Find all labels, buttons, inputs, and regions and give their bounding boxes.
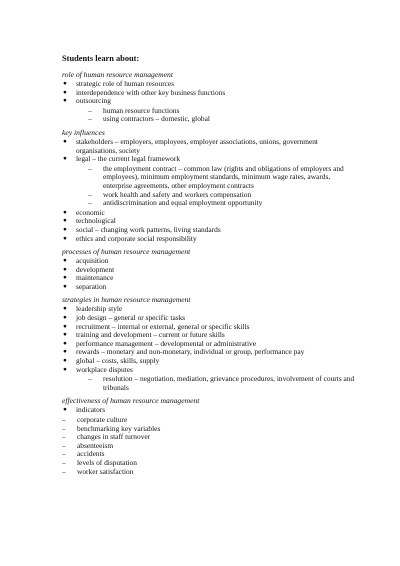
bullet-icon: ● <box>63 331 67 339</box>
list-item <box>62 274 360 283</box>
page-heading: Students learn about: <box>62 54 140 63</box>
syllabus-content <box>62 70 360 476</box>
list-item-text: global – costs, skills, supply <box>76 356 160 366</box>
list-item-text: maintenance <box>76 273 114 283</box>
sub-list-item-text: levels of disputation <box>77 457 137 467</box>
bullet-icon: ● <box>63 97 67 105</box>
bullet-icon: ● <box>63 348 67 356</box>
dash-icon: – <box>88 198 92 208</box>
list-item-text: workplace disputes <box>76 364 133 374</box>
sub-list-item-text: accidents <box>77 449 105 459</box>
sub-list-item-text: resolution – negotiation, mediation, grievance procedures, involvement of courts and tribunals <box>103 374 355 392</box>
sub-list-item <box>88 375 360 392</box>
list-item-text: outsourcing <box>76 96 111 106</box>
list-item-text: social – changing work patterns, living standards <box>76 224 221 234</box>
section-title: key influences <box>62 127 105 137</box>
sub-list-item-text: the employment contract – common law (rights and obligations of employers and employees), minimum employment standards, minimum wage rates, awards, enterprise agreements, other employment contracts <box>103 163 344 190</box>
list-item-text: recruitment – internal or external, general or specific skills <box>76 321 250 331</box>
bullet-icon: ● <box>63 225 67 233</box>
list-item-text: performance management – developmental or administrative <box>76 338 256 348</box>
sub-list-item <box>62 468 360 477</box>
sub-list-item-text: antidiscrimination and equal employment opportunity <box>103 198 263 208</box>
list-item-text: separation <box>76 281 107 291</box>
bullet-list <box>62 138 360 243</box>
bullet-icon: ● <box>63 80 67 87</box>
bullet-icon: ● <box>63 282 67 290</box>
section <box>62 70 360 124</box>
section <box>62 247 360 291</box>
sub-list-item-text: corporate culture <box>77 415 128 424</box>
list-item <box>62 283 360 292</box>
list-item-text: legal – the current legal framework <box>76 154 181 164</box>
bullet-icon: ● <box>63 257 67 265</box>
list-item-text: training and development – current or future skills <box>76 330 225 340</box>
bullet-list <box>62 305 360 392</box>
bullet-icon: ● <box>63 274 67 282</box>
dash-icon: – <box>62 466 66 476</box>
list-item-text: strategic role of human resources <box>76 79 175 88</box>
list-item <box>62 366 360 393</box>
sub-list-item-text: using contractors – domestic, global <box>103 114 210 124</box>
bullet-list <box>62 257 360 291</box>
sub-list <box>76 375 360 392</box>
sub-list-item-text: changes in staff turnover <box>77 432 151 442</box>
dash-icon: – <box>62 423 66 433</box>
bullet-icon: ● <box>63 314 67 322</box>
list-item <box>62 235 360 244</box>
list-item-text: development <box>76 264 115 274</box>
dash-icon: – <box>62 432 66 442</box>
dash-icon: – <box>88 374 92 384</box>
section-title: role of human resource management <box>62 70 173 79</box>
sub-list-item <box>88 115 360 124</box>
bullet-list <box>62 80 360 124</box>
section-title: processes of human resource management <box>62 247 191 257</box>
sub-list-item-text: benchmarking key variables <box>77 423 161 433</box>
sub-list <box>62 416 360 476</box>
list-item <box>62 155 360 208</box>
sub-list-item-text: human resource functions <box>103 105 180 115</box>
dash-icon: – <box>88 114 92 124</box>
bullet-icon: ● <box>63 305 67 313</box>
list-item-text: rewards – monetary and non-monetary, individual or group, performance pay <box>76 347 305 357</box>
list-item-text: ethics and corporate social responsibility <box>76 233 197 243</box>
bullet-icon: ● <box>63 208 67 216</box>
sub-list-item-text: work health and safety and workers compensation <box>103 189 252 199</box>
bullet-icon: ● <box>63 322 67 330</box>
bullet-icon: ● <box>63 155 67 163</box>
list-item <box>62 97 360 124</box>
list-item-text: interdependence with other key business functions <box>76 87 226 97</box>
list-item-text: technological <box>76 216 116 226</box>
section-title: effectiveness of human resource management <box>62 396 200 406</box>
list-item-text: indicators <box>76 405 106 415</box>
sub-list <box>76 107 360 124</box>
bullet-icon: ● <box>63 406 67 414</box>
section <box>62 396 360 476</box>
dash-icon: – <box>88 163 92 173</box>
sub-list <box>76 165 360 208</box>
bullet-icon: ● <box>63 234 67 242</box>
sub-list-item-text: absenteeism <box>77 440 114 450</box>
dash-icon: – <box>62 440 66 450</box>
bullet-icon: ● <box>63 339 67 347</box>
bullet-icon: ● <box>63 365 67 373</box>
bullet-icon: ● <box>63 357 67 365</box>
bullet-icon: ● <box>63 265 67 273</box>
list-item-text: leadership style <box>76 304 123 314</box>
sub-list-item <box>62 442 360 451</box>
bullet-icon: ● <box>63 137 67 145</box>
dash-icon: – <box>62 457 66 467</box>
sub-list-item <box>88 199 360 208</box>
sub-list-item <box>88 165 360 191</box>
list-item-text: acquisition <box>76 256 109 266</box>
section <box>62 295 360 392</box>
section-title: strategies in human resource management <box>62 295 191 305</box>
list-item <box>62 406 360 415</box>
bullet-list <box>62 406 360 415</box>
section <box>62 128 360 243</box>
sub-list-item-text: worker satisfaction <box>77 466 134 476</box>
list-item <box>62 138 360 155</box>
list-item-text: stakeholders – employers, employees, employer associations, unions, government organisations, society <box>76 136 318 155</box>
dash-icon: – <box>62 449 66 459</box>
dash-icon: – <box>88 105 92 115</box>
dash-icon: – <box>62 415 66 424</box>
list-item-text: job design – general or specific tasks <box>76 313 186 323</box>
dash-icon: – <box>88 189 92 199</box>
list-item-text: economic <box>76 207 105 217</box>
bullet-icon: ● <box>63 88 67 96</box>
bullet-icon: ● <box>63 217 67 225</box>
